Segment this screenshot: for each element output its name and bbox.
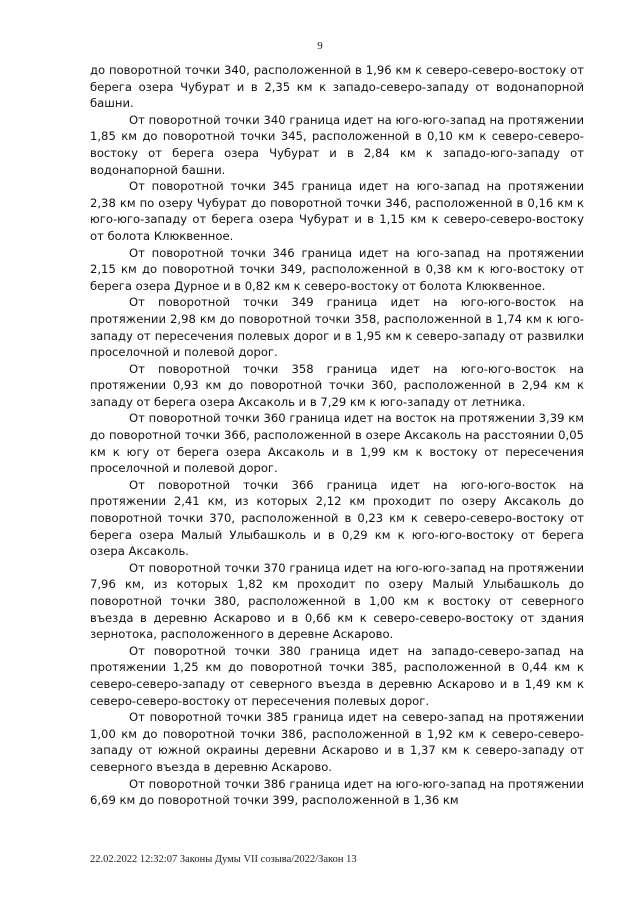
document-footer: 22.02.2022 12:32:07 Законы Думы VII созыва/2022/Закон 13 (90, 854, 357, 865)
paragraph: От поворотной точки 345 граница идет на юго-запад на протяжении 2,38 км по озеру Чубурат до поворотной точки 346, расположенной в 0,16 км к юго-юго-западу от берега озера Чубурат и в 1,15 км к северо-северо-востоку от болота Клюквенное. (90, 179, 584, 243)
paragraph: От поворотной точки 370 граница идет на юго-юго-запад на протяжении 7,96 км, из которых 1,82 км проходит по озеру Малый Улыбашколь до поворотной точки 380, расположенной в 1,00 км к востоку от северного въезда в деревню Аскарово и в 0,66 км к северо-северо-востоку от здания зернотока, расположенного в деревне Аскарово. (90, 560, 584, 642)
paragraph: От поворотной точки 358 граница идет на юго-юго-восток на протяжении 0,93 км до поворотной точки 360, расположенной в 2,94 км к западу от берега озера Аксаколь и в 7,29 км к юго-западу от летника. (90, 361, 584, 409)
paragraph: От поворотной точки 360 граница идет на восток на протяжении 3,39 км до поворотной точки 366, расположенной в озере Аксаколь на расстоянии 0,05 км к югу от берега озера Аксаколь и в 1,99 км к востоку от пересечения проселочной и полевой дорог. (90, 411, 584, 476)
paragraph: От поворотной точки 340 граница идет на юго-юго-запад на протяжении 1,85 км до поворотной точки 345, расположенной в 0,10 км к северо-северо-востоку от берега озера Чубурат и в 2,84 км к западо-юго-западу от водонапорной башни. (90, 112, 584, 177)
paragraph: От поворотной точки 386 граница идет на юго-юго-запад на протяжении 6,69 км до поворотной точки 399, расположенной в 1,36 км (90, 776, 584, 808)
paragraph: От поворотной точки 385 граница идет на северо-запад на протяжении 1,00 км до поворотной точки 386, расположенной в 1,92 км к северо-северо-западу от южной окраины деревни Аскарово и в 1,37 км к северо-западу от северного въезда в деревню Аскарово. (90, 710, 584, 774)
paragraph: От поворотной точки 349 граница идет на юго-юго-восток на протяжении 2,98 км до поворотной точки 358, расположенной в 1,74 км к юго-западу от пересечения полевых дорог и в 1,95 км к северо-западу от развилки проселочной и полевой дорог. (90, 295, 584, 360)
paragraph: От поворотной точки 380 граница идет на западо-северо-запад на протяжении 1,25 км до поворотной точки 385, расположенной в 0,44 км к северо-северо-западу от северного въезда в деревню Аскарово и в 1,49 км к северо-северо-востоку от пересечения полевых дорог. (90, 643, 584, 708)
paragraph: до поворотной точки 340, расположенной в 1,96 км к северо-северо-востоку от берега озера Чубурат и в 2,35 км к западо-северо-западу от водонапорной башни. (90, 63, 584, 111)
document-body (90, 62, 584, 809)
page-number: 9 (317, 40, 323, 52)
paragraph: От поворотной точки 366 граница идет на юго-юго-восток на протяжении 2,41 км, из которых 2,12 км проходит по озеру Аксаколь до поворотной точки 370, расположенной в 0,23 км к северо-северо-востоку от берега озера Малый Улыбашколь и в 0,29 км к юго-юго-востоку от берега озера Аксаколь. (90, 477, 584, 559)
paragraph: От поворотной точки 346 граница идет на юго-запад на протяжении 2,15 км до поворотной точки 349, расположенной в 0,38 км к юго-востоку от берега озера Дурное и в 0,82 км к северо-востоку от болота Клюквенное. (90, 245, 584, 293)
